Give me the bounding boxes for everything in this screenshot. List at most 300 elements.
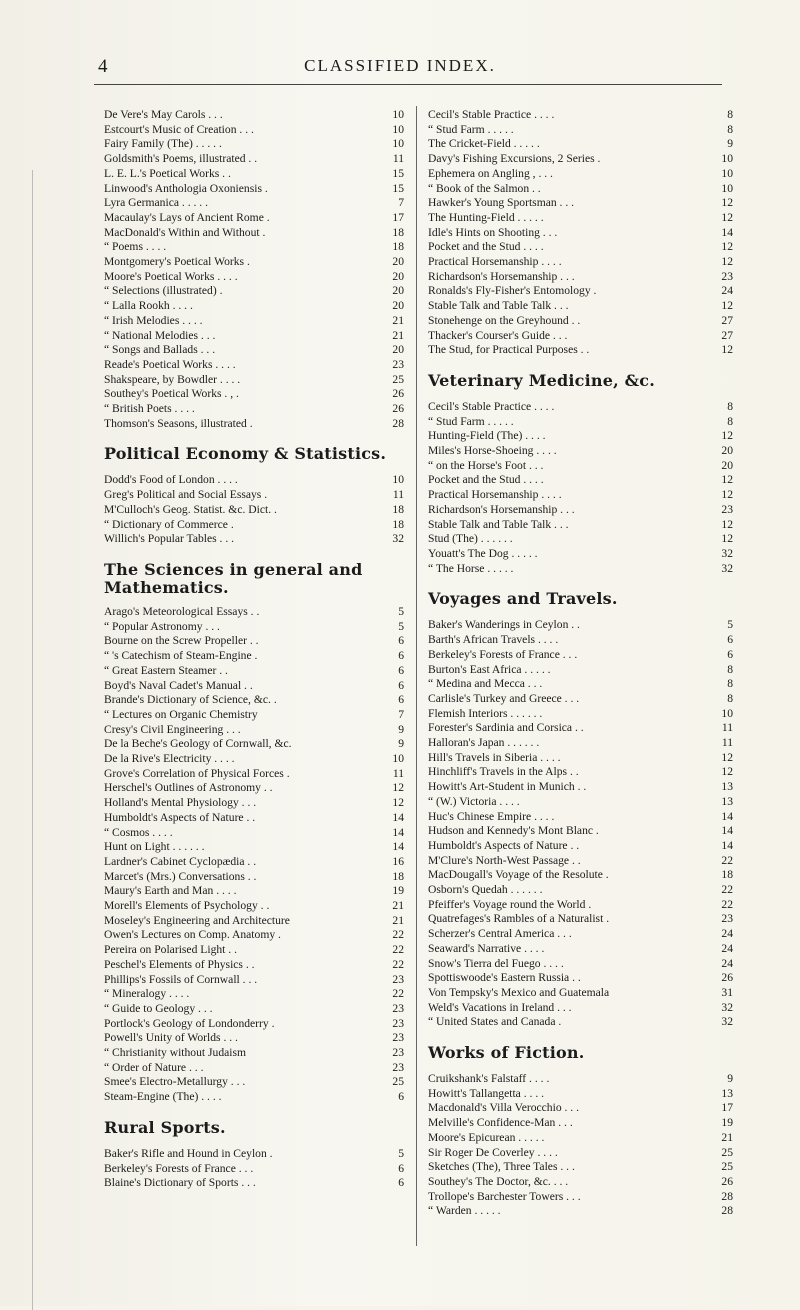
entry-title: Forester's Sardinia and Corsica . .: [428, 721, 584, 735]
entry-title: Reade's Poetical Works . . . .: [104, 357, 236, 371]
index-entry: [104, 1176, 404, 1191]
entry-title: Shakspeare, by Bowdler . . . .: [104, 372, 241, 386]
entry-title: “ Stud Farm . . . . .: [428, 122, 514, 136]
index-entry: [104, 373, 404, 388]
entry-page: 8: [727, 691, 733, 705]
entry-title: Stable Talk and Table Talk . . .: [428, 299, 569, 313]
entry-title: Thomson's Seasons, illustrated .: [104, 416, 253, 430]
entry-title: “ Guide to Geology . . .: [104, 1001, 213, 1015]
entry-title: MacDonald's Within and Without .: [104, 225, 266, 239]
index-entry: [428, 912, 733, 927]
index-entry: [428, 898, 733, 913]
index-entry: [104, 899, 404, 914]
entry-page: 20: [392, 269, 404, 283]
index-entry: [104, 781, 404, 796]
entry-title: Sketches (The), Three Tales . . .: [428, 1160, 575, 1174]
index-entry: [428, 1072, 733, 1087]
entry-page: 13: [721, 794, 733, 808]
index-entry: [428, 444, 733, 459]
entry-title: “ Stud Farm . . . . .: [428, 414, 514, 428]
section-heading-text: Political Economy & Statistics.: [104, 444, 387, 464]
entry-page: 22: [392, 957, 404, 971]
index-entry: [428, 152, 733, 167]
entry-page: 22: [392, 987, 404, 1001]
entry-page: 25: [392, 372, 404, 386]
left-column: [104, 108, 404, 1191]
entry-page: 13: [721, 1086, 733, 1100]
entry-page: 22: [721, 853, 733, 867]
index-entry: [104, 796, 404, 811]
index-entry: [104, 708, 404, 723]
entry-page: 26: [721, 1175, 733, 1188]
entry-title: Holland's Mental Physiology . . .: [104, 796, 257, 810]
index-entry: [428, 1204, 733, 1219]
index-entry: [428, 429, 733, 444]
index-entry: [104, 634, 404, 649]
entry-page: 8: [727, 414, 733, 428]
index-entry: [104, 1162, 404, 1177]
index-entry: [428, 707, 733, 722]
entry-page: 21: [392, 913, 404, 927]
entry-title: M'Culloch's Geog. Statist. &c. Dict. .: [104, 502, 277, 516]
entry-title: Marcet's (Mrs.) Conversations . .: [104, 869, 257, 883]
section-heading: [428, 372, 733, 390]
entry-page: 12: [721, 299, 733, 313]
entry-title: Carlisle's Turkey and Greece . . .: [428, 691, 580, 705]
entry-page: 18: [392, 225, 404, 239]
entry-page: 6: [398, 1176, 404, 1190]
entry-page: 6: [398, 663, 404, 677]
index-entry: [104, 299, 404, 314]
entry-title: “ Cosmos . . . .: [104, 825, 173, 839]
entry-title: Portlock's Geology of Londonderry .: [104, 1016, 275, 1030]
entry-page: 12: [392, 796, 404, 810]
entry-page: 23: [721, 912, 733, 926]
index-entry: [428, 167, 733, 182]
index-entry: [104, 987, 404, 1002]
index-entry: [428, 547, 733, 562]
entry-title: Humboldt's Aspects of Nature . .: [428, 838, 580, 852]
entry-title: Moore's Epicurean . . . . .: [428, 1130, 545, 1144]
entry-page: 5: [727, 618, 733, 632]
entry-page: 12: [721, 750, 733, 764]
entry-page: 6: [398, 678, 404, 692]
entry-title: “ Great Eastern Steamer . .: [104, 663, 228, 677]
entry-title: L. E. L.'s Poetical Works . .: [104, 166, 231, 180]
entry-page: 5: [398, 619, 404, 633]
entry-title: Estcourt's Music of Creation . . .: [104, 122, 254, 136]
entry-title: “ United States and Canada .: [428, 1015, 562, 1029]
entry-title: Howitt's Tallangetta . . . .: [428, 1086, 545, 1100]
index-entry: [428, 503, 733, 518]
index-entry: [104, 811, 404, 826]
section-heading: [104, 1119, 404, 1137]
entry-page: 14: [392, 825, 404, 839]
entry-title: Pereira on Polarised Light . .: [104, 943, 237, 957]
entry-title: Southey's Poetical Works . , .: [104, 387, 239, 401]
entry-title: MacDougall's Voyage of the Resolute .: [428, 868, 609, 882]
entry-title: Sir Roger De Coverley . . . .: [428, 1145, 558, 1159]
entry-title: Seaward's Narrative . . . .: [428, 941, 545, 955]
entry-title: Bourne on the Screw Propeller . .: [104, 634, 259, 648]
entry-page: 23: [392, 1046, 404, 1060]
index-entry: [104, 255, 404, 270]
entry-page: 32: [721, 546, 733, 560]
entry-page: 18: [392, 517, 404, 531]
entry-page: 23: [392, 972, 404, 986]
entry-title: Peschel's Elements of Physics . .: [104, 957, 255, 971]
entry-title: The Stud, for Practical Purposes . .: [428, 343, 590, 357]
entry-page: 10: [721, 706, 733, 720]
index-entry: [104, 958, 404, 973]
entry-title: Linwood's Anthologia Oxoniensis .: [104, 181, 268, 195]
entry-title: Youatt's The Dog . . . . .: [428, 546, 538, 560]
entry-title: Snow's Tierra del Fuego . . . .: [428, 956, 564, 970]
entry-page: 24: [721, 284, 733, 298]
entry-page: 20: [392, 343, 404, 357]
entry-page: 17: [721, 1101, 733, 1115]
index-entry: [104, 196, 404, 211]
index-entry: [428, 270, 733, 285]
index-entry: [104, 182, 404, 197]
entry-page: 12: [721, 429, 733, 443]
page-frame-line: [32, 170, 43, 1310]
entry-page: 11: [392, 488, 404, 502]
index-entry: [428, 810, 733, 825]
index-entry: [104, 402, 404, 417]
entry-title: Richardson's Horsemanship . . .: [428, 502, 575, 516]
entry-title: “ Dictionary of Commerce .: [104, 517, 234, 531]
index-entry: [428, 957, 733, 972]
entry-page: 20: [392, 284, 404, 298]
index-entry: [104, 693, 404, 708]
entry-page: 23: [392, 357, 404, 371]
entry-title: Berkeley's Forests of France . . .: [428, 647, 578, 661]
entry-page: 26: [392, 402, 404, 416]
entry-title: Phillips's Fossils of Cornwall . . .: [104, 972, 258, 986]
entry-page: 11: [721, 736, 733, 750]
entry-page: 16: [392, 854, 404, 868]
entry-title: Howitt's Art-Student in Munich . .: [428, 780, 587, 794]
index-entry: [428, 518, 733, 533]
section-heading-text: Works of Fiction.: [428, 1043, 585, 1063]
entry-page: 23: [392, 1060, 404, 1074]
entry-title: “ British Poets . . . .: [104, 402, 195, 416]
entry-page: 24: [721, 956, 733, 970]
entry-page: 22: [721, 897, 733, 911]
entry-page: 18: [392, 502, 404, 516]
entry-title: “ Poems . . . .: [104, 240, 167, 254]
index-entry: [104, 532, 404, 547]
entry-title: “ National Melodies . . .: [104, 328, 216, 342]
entry-page: 26: [392, 387, 404, 401]
running-head: CLASSIFIED INDEX.: [304, 56, 496, 75]
entry-page: 31: [721, 985, 733, 999]
entry-title: Baker's Rifle and Hound in Ceylon .: [104, 1146, 273, 1160]
entry-title: Southey's The Doctor, &c. . . .: [428, 1175, 569, 1188]
entry-page: 23: [392, 1001, 404, 1015]
index-entry: [428, 1131, 733, 1146]
entry-page: 32: [721, 1000, 733, 1014]
entry-page: 22: [721, 883, 733, 897]
entry-title: “ Irish Melodies . . . .: [104, 313, 203, 327]
index-entry: [104, 1075, 404, 1090]
index-entry: [104, 488, 404, 503]
entry-page: 20: [392, 255, 404, 269]
entry-page: 8: [727, 662, 733, 676]
entry-page: 8: [727, 122, 733, 136]
index-entry: [104, 1031, 404, 1046]
entry-title: The Cricket-Field . . . . .: [428, 137, 540, 151]
entry-title: De Vere's May Carols . . .: [104, 108, 223, 121]
section-heading: [104, 561, 404, 597]
index-entry: [104, 679, 404, 694]
entry-title: Osborn's Quedah . . . . . .: [428, 883, 543, 897]
index-entry: [428, 839, 733, 854]
entry-page: 18: [392, 240, 404, 254]
index-entry: [428, 255, 733, 270]
index-entry: [104, 855, 404, 870]
section-heading-text: Veterinary Medicine, &c.: [428, 370, 655, 390]
entry-page: 5: [398, 604, 404, 618]
index-entry: [428, 986, 733, 1001]
entry-page: 10: [721, 152, 733, 166]
entry-page: 12: [721, 765, 733, 779]
entry-page: 12: [721, 473, 733, 487]
index-entry: [104, 1046, 404, 1061]
entry-title: “ 's Catechism of Steam-Engine .: [104, 649, 258, 663]
entry-page: 14: [721, 809, 733, 823]
entry-page: 6: [727, 647, 733, 661]
index-entry: [428, 971, 733, 986]
entry-page: 14: [721, 225, 733, 239]
entry-title: Stonehenge on the Greyhound . .: [428, 313, 581, 327]
index-entry: [104, 387, 404, 402]
entry-page: 25: [721, 1160, 733, 1174]
entry-title: Montgomery's Poetical Works .: [104, 255, 250, 269]
entry-page: 23: [392, 1031, 404, 1045]
index-entry: [104, 270, 404, 285]
section-heading-text-line2: Mathematics.: [104, 577, 229, 597]
index-entry: [104, 914, 404, 929]
index-entry: [428, 284, 733, 299]
entry-page: 24: [721, 927, 733, 941]
entry-title: Macdonald's Villa Verocchio . . .: [428, 1101, 580, 1115]
index-entry: [104, 1061, 404, 1076]
entry-page: 10: [392, 108, 404, 121]
index-entry: [428, 1015, 733, 1030]
entry-page: 23: [392, 1016, 404, 1030]
index-entry: [428, 488, 733, 503]
entry-page: 25: [392, 1075, 404, 1089]
entry-page: 15: [392, 166, 404, 180]
index-entry: [104, 664, 404, 679]
entry-page: 6: [398, 1161, 404, 1175]
entry-title: Grove's Correlation of Physical Forces .: [104, 766, 290, 780]
entry-title: Hinchliff's Travels in the Alps . .: [428, 765, 579, 779]
entry-title: Stable Talk and Table Talk . . .: [428, 517, 569, 531]
entry-page: 8: [727, 677, 733, 691]
entry-title: Powell's Unity of Worlds . . .: [104, 1031, 238, 1045]
entry-page: 8: [727, 108, 733, 121]
index-entry: [428, 633, 733, 648]
entry-page: 10: [721, 181, 733, 195]
index-entry: [428, 123, 733, 138]
entry-title: Practical Horsemanship . . . .: [428, 488, 562, 502]
index-entry: [428, 677, 733, 692]
index-entry: [104, 826, 404, 841]
index-entry: [428, 415, 733, 430]
index-entry: [428, 240, 733, 255]
entry-title: Smee's Electro-Metallurgy . . .: [104, 1075, 246, 1089]
index-entry: [104, 358, 404, 373]
right-column: [428, 108, 733, 1219]
index-entry: [104, 752, 404, 767]
index-entry: [104, 329, 404, 344]
entry-title: Ephemera on Angling , . . .: [428, 166, 553, 180]
entry-title: Hawker's Young Sportsman . . .: [428, 196, 575, 210]
entry-page: 9: [398, 737, 404, 751]
entry-title: Moore's Poetical Works . . . .: [104, 269, 238, 283]
entry-title: Lardner's Cabinet Cyclopædia . .: [104, 854, 257, 868]
entry-title: Melville's Confidence-Man . . .: [428, 1116, 573, 1130]
entry-title: Hill's Travels in Siberia . . . .: [428, 750, 561, 764]
entry-title: Humboldt's Aspects of Nature . .: [104, 810, 256, 824]
entry-page: 18: [721, 868, 733, 882]
index-entry: [428, 1087, 733, 1102]
index-entry: [104, 152, 404, 167]
index-entry: [428, 942, 733, 957]
entry-page: 32: [721, 1015, 733, 1029]
index-entry: [428, 648, 733, 663]
entry-title: “ (W.) Victoria . . . .: [428, 794, 520, 808]
entry-title: Hudson and Kennedy's Mont Blanc .: [428, 824, 599, 838]
entry-page: 12: [721, 196, 733, 210]
index-entry: [428, 868, 733, 883]
entry-page: 19: [392, 884, 404, 898]
entry-title: Stud (The) . . . . . .: [428, 532, 513, 546]
index-entry: [104, 1147, 404, 1162]
entry-title: Owen's Lectures on Comp. Anatomy .: [104, 928, 281, 942]
index-entry: [104, 840, 404, 855]
entry-title: Blaine's Dictionary of Sports . . .: [104, 1176, 256, 1190]
entry-title: Steam-Engine (The) . . . .: [104, 1090, 222, 1104]
entry-page: 6: [398, 1090, 404, 1104]
entry-title: M'Clure's North-West Passage . .: [428, 853, 581, 867]
entry-page: 14: [721, 824, 733, 838]
entry-page: 9: [398, 722, 404, 736]
index-entry: [428, 1116, 733, 1131]
index-entry: [428, 765, 733, 780]
index-entry: [428, 663, 733, 678]
index-entry: [104, 649, 404, 664]
index-entry: [104, 723, 404, 738]
entry-title: Quatrefages's Rambles of a Naturalist .: [428, 912, 610, 926]
entry-title: Richardson's Horsemanship . . .: [428, 269, 575, 283]
index-entry: [104, 417, 404, 432]
entry-title: “ Order of Nature . . .: [104, 1060, 204, 1074]
index-entry: [104, 870, 404, 885]
index-entry: [428, 314, 733, 329]
index-entry: [428, 108, 733, 123]
entry-title: Fairy Family (The) . . . . .: [104, 137, 222, 151]
entry-page: 11: [392, 152, 404, 166]
index-entry: [428, 400, 733, 415]
entry-title: Willich's Popular Tables . . .: [104, 532, 235, 546]
entry-title: “ Lalla Rookh . . . .: [104, 299, 193, 313]
entry-page: 12: [721, 517, 733, 531]
entry-title: Practical Horsemanship . . . .: [428, 255, 562, 269]
index-entry: [428, 137, 733, 152]
page-number: 4: [98, 56, 109, 77]
entry-page: 21: [392, 328, 404, 342]
index-entry: [104, 123, 404, 138]
index-entry: [104, 167, 404, 182]
section-heading: [104, 445, 404, 463]
entry-page: 12: [392, 781, 404, 795]
entry-page: 24: [721, 941, 733, 955]
entry-title: Maury's Earth and Man . . . .: [104, 884, 237, 898]
index-entry: [428, 1175, 733, 1190]
index-entry: [104, 1090, 404, 1105]
entry-title: De la Beche's Geology of Cornwall, &c.: [104, 737, 292, 751]
entry-page: 7: [398, 707, 404, 721]
index-entry: [428, 721, 733, 736]
entry-title: “ Christianity without Judaism: [104, 1046, 247, 1060]
entry-page: 12: [721, 343, 733, 357]
entry-title: Dodd's Food of London . . . .: [104, 473, 238, 487]
entry-title: Miles's Horse-Shoeing . . . .: [428, 444, 557, 458]
index-entry: [428, 299, 733, 314]
entry-page: 10: [392, 137, 404, 151]
section-heading-text: Voyages and Travels.: [428, 589, 618, 609]
entry-title: Arago's Meteorological Essays . .: [104, 604, 260, 618]
entry-page: 12: [721, 488, 733, 502]
entry-title: Davy's Fishing Excursions, 2 Series .: [428, 152, 601, 166]
entry-title: “ Popular Astronomy . . .: [104, 619, 220, 633]
entry-title: Lyra Germanica . . . . .: [104, 196, 208, 210]
entry-title: “ Selections (illustrated) .: [104, 284, 223, 298]
entry-title: Von Tempsky's Mexico and Guatemala: [428, 985, 610, 999]
entry-title: Huc's Chinese Empire . . . .: [428, 809, 555, 823]
entry-page: 21: [392, 899, 404, 913]
index-entry: [104, 503, 404, 518]
entry-title: Hunting-Field (The) . . . .: [428, 429, 546, 443]
index-entry: [428, 473, 733, 488]
entry-page: 12: [721, 532, 733, 546]
entry-page: 12: [721, 210, 733, 224]
entry-title: Pocket and the Stud . . . .: [428, 473, 544, 487]
entry-page: 23: [721, 502, 733, 516]
index-entry: [428, 532, 733, 547]
section-heading-text: Rural Sports.: [104, 1117, 226, 1137]
entry-page: 17: [392, 210, 404, 224]
entry-page: 28: [721, 1189, 733, 1203]
entry-title: Greg's Political and Social Essays .: [104, 488, 268, 502]
entry-page: 7: [398, 196, 404, 210]
entry-title: Spottiswoode's Eastern Russia . .: [428, 971, 581, 985]
entry-page: 12: [721, 240, 733, 254]
entry-title: Weld's Vacations in Ireland . . .: [428, 1000, 572, 1014]
index-entry: [428, 751, 733, 766]
index-entry: [104, 314, 404, 329]
entry-title: Cresy's Civil Engineering . . .: [104, 722, 241, 736]
section-heading-text: The Sciences in general and: [104, 559, 363, 579]
index-entry: [104, 737, 404, 752]
entry-title: Hunt on Light . . . . . .: [104, 840, 205, 854]
entry-title: “ The Horse . . . . .: [428, 561, 514, 575]
entry-page: 10: [392, 122, 404, 136]
